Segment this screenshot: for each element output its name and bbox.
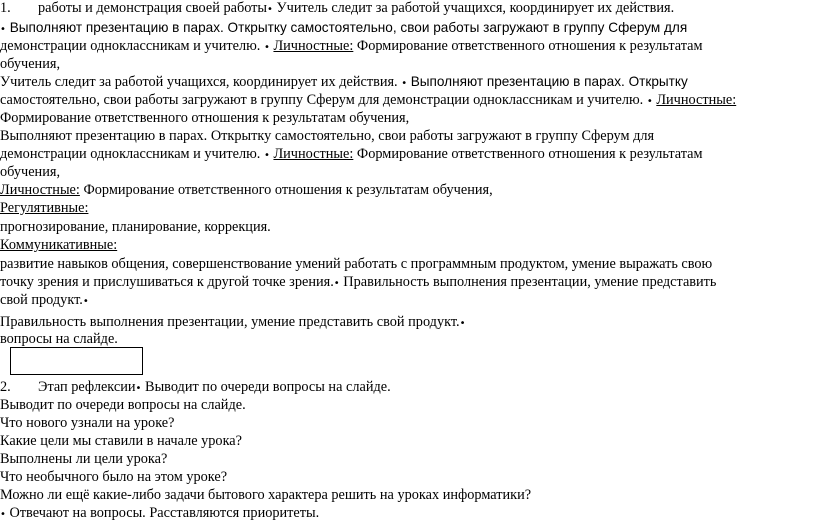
personal-text: Формирование ответственного отношения к результатам обучения, xyxy=(79,182,493,198)
paragraph-line xyxy=(0,145,703,165)
bullet-icon: • xyxy=(646,96,653,107)
personal-label: Личностные: xyxy=(273,146,354,162)
question-item: Что необычного было на этом уроке? xyxy=(0,469,228,485)
personal-text: Формирование ответственного отношения к результатам xyxy=(353,38,703,54)
personal-text: Формирование ответственного отношения к результатам xyxy=(353,146,703,162)
demo-text: самостоятельно, свои работы загружают в группу Сферум для демонстрации одноклассникам и учителю. xyxy=(0,92,644,108)
step-1-text: работы и демонстрация своей работы xyxy=(38,0,268,16)
paragraph-line xyxy=(0,55,60,73)
personal-label: Личностные: xyxy=(0,182,80,198)
personal-text: Формирование ответственного отношения к результатам обучения, xyxy=(0,110,410,126)
question-item: Можно ли ещё какие-либо задачи бытового характера решить на уроках информатики? xyxy=(0,487,532,503)
learning-text: обучения, xyxy=(0,164,61,180)
paragraph-line xyxy=(0,291,89,311)
step-1-line xyxy=(0,0,674,19)
answer-text: Отвечают на вопросы. Расставляются приоритеты. xyxy=(5,505,320,521)
demo-text: демонстрации одноклассникам и учителю. xyxy=(0,38,261,54)
bullet-icon: • xyxy=(263,42,270,53)
paragraph-line xyxy=(0,163,60,181)
bullet-icon: • xyxy=(135,383,142,394)
paragraph-line xyxy=(0,181,493,199)
step-1-number: 1. xyxy=(0,0,11,16)
bullet-icon: • xyxy=(263,150,270,161)
bullet-icon: • xyxy=(0,24,6,35)
presentation-text: Выполняют презентацию в парах. Открытку xyxy=(410,74,688,89)
paragraph-line xyxy=(0,109,409,127)
paragraph-line: Выводит по очереди вопросы на слайде. xyxy=(0,397,246,413)
paragraph-line xyxy=(0,273,716,293)
bullet-icon: • xyxy=(333,278,340,289)
teacher-text: Учитель следит за работой учащихся, координирует их действия. xyxy=(0,74,398,90)
regulatory-label: Регулятивные: xyxy=(0,200,89,216)
correctness-text: Правильность выполнения презентации, умение представить xyxy=(339,274,717,290)
communicative-label: Коммуникативные: xyxy=(0,237,118,253)
paragraph-line xyxy=(0,127,654,145)
bullet-icon: • xyxy=(0,509,6,520)
presentation-text: Выполняют презентацию в парах. Открытку самостоятельно, свои работы загружают в группу Сферум для xyxy=(9,20,688,35)
paragraph-line xyxy=(0,37,703,57)
question-item: Какие цели мы ставили в начале урока? xyxy=(0,433,242,449)
paragraph-line xyxy=(0,504,319,521)
presentation-text: Выполняют презентацию в парах. Открытку самостоятельно, свои работы загружают в группу Сферум для xyxy=(0,128,655,144)
learning-text: обучения, xyxy=(0,56,61,72)
regulatory-text: прогнозирование, планирование, коррекция. xyxy=(0,219,271,235)
step-2-text: Этап рефлексии xyxy=(38,379,136,395)
demo-text: демонстрации одноклассникам и учителю. xyxy=(0,146,261,162)
bullet-icon: • xyxy=(82,296,89,307)
communicative-text: точку зрения и прислушиваться к другой точке зрения. xyxy=(0,274,334,290)
correctness-text: Правильность выполнения презентации, умение представить свой продукт. xyxy=(0,314,460,330)
empty-table-cell xyxy=(10,347,143,375)
step-2-number: 2. xyxy=(0,379,11,395)
bullet-icon: • xyxy=(401,78,408,89)
communicative-text: развитие навыков общения, совершенствование умений работать с программным продуктом, умение выражать свою xyxy=(0,256,713,272)
question-item: Выполнены ли цели урока? xyxy=(0,451,168,467)
step-2-action: Выводит по очереди вопросы на слайде. xyxy=(141,379,391,395)
slide-questions-text: вопросы на слайде. xyxy=(0,331,118,347)
question-item: Что нового узнали на уроке? xyxy=(0,415,175,431)
product-text: свой продукт. xyxy=(0,292,83,308)
bullet-icon: • xyxy=(459,318,466,329)
personal-label: Личностные: xyxy=(656,92,737,108)
personal-label: Личностные: xyxy=(273,38,354,54)
bullet-icon: • xyxy=(267,4,273,15)
step-1-teacher-text: Учитель следит за работой учащихся, координирует их действия. xyxy=(272,0,675,16)
